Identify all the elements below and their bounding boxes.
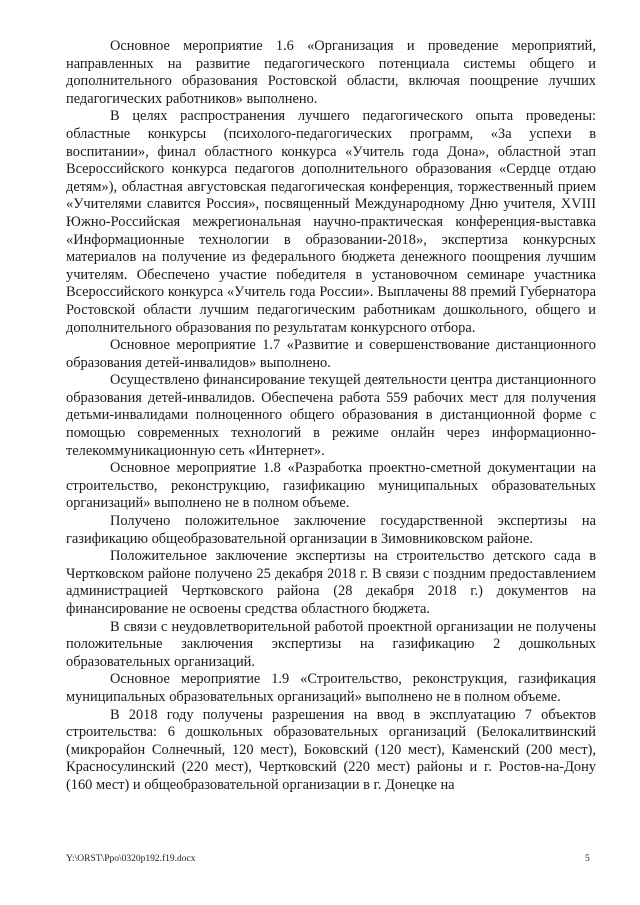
paragraph-design-organization: В связи с неудовлетворительной работой проектной организации не получены положительные заключения экспертизы на газификацию 2 дошкольных образовательных организаций. [66, 618, 596, 670]
document-body [66, 38, 596, 795]
paragraph-distance-education: Осуществлено финансирование текущей деятельности центра дистанционного образования детей-инвалидов. Обеспечена работа 559 рабочих мест для получения детьми-инвалидами полноценного общего образования в дистанционной форме с помощью современных технологий в режиме онлайн через информационно-телекоммуникационную сеть «Интернет». [66, 372, 596, 459]
paragraph-kindergarten-chertkovsky: Положительное заключение экспертизы на строительство детского сада в Чертковском районе получено 25 декабря 2018 г. В связи с поздним предоставлением администрацией Чертковского района (28 декабря 2018 г.) документов на финансирование не освоены средства областного бюджета. [66, 548, 596, 617]
paragraph-measure-1-7: Основное мероприятие 1.7 «Развитие и совершенствование дистанционного образования детей-инвалидов» выполнено. [66, 337, 596, 371]
page-number: 5 [585, 854, 590, 864]
paragraph-gasification-expertise: Получено положительное заключение государственной экспертизы на газификацию общеобразовательной организации в Зимовниковском районе. [66, 513, 596, 547]
footer-file-path: Y:\ORST\Ppo\0320p192.f19.docx [66, 854, 196, 864]
paragraph-commissioning-permits: В 2018 году получены разрешения на ввод в эксплуатацию 7 объектов строительства: 6 дошкольных образовательных организаций (Белокалитвинский (микрорайон Солнечный, 120 мест), Боковский (120 мест), Каменский (200 мест), Красносулинский (220 мест), Чертковский (220 мест) районы и г. Ростов-на-Дону (160 мест) и общеобразовательной организации в г. Донецке на [66, 706, 596, 793]
paragraph-measure-1-8: Основное мероприятие 1.8 «Разработка проектно-сметной документации на строительство, реконструкцию, газификацию муниципальных образовательных организаций» выполнено не в полном объеме. [66, 460, 596, 512]
paragraph-best-practices: В целях распространения лучшего педагогического опыта проведены: областные конкурсы (психолого-педагогических программ, «За успехи в воспитании», финал областного конкурса «Учитель года Дона», областной этап Всероссийского конкурса педагогов дополнительного образования «Сердце отдаю детям»), областная августовская педагогическая конференция, торжественный прием «Учителями славится Россия», посвященный Международному Дню учителя, XVIII Южно-Российская межрегиональная научно-практическая конференция-выставка «Информационные технологии в образовании-2018», экспертиза конкурсных материалов на получение из федерального бюджета денежного поощрения лучшим учителям. Обеспечено участие победителя в установочном семинаре участника Всероссийского конкурса «Учитель года России». Выплачены 88 премий Губернатора Ростовской области лучшим педагогическим работникам дошкольного, общего и дополнительного образования по результатам конкурсного отбора. [66, 108, 596, 336]
paragraph-measure-1-6: Основное мероприятие 1.6 «Организация и проведение мероприятий, направленных на развитие педагогического потенциала системы общего и дополнительного образования Ростовской области, включая поощрение лучших педагогических работников» выполнено. [66, 38, 596, 107]
paragraph-measure-1-9: Основное мероприятие 1.9 «Строительство, реконструкция, газификация муниципальных образовательных организаций» выполнено не в полном объеме. [66, 671, 596, 705]
